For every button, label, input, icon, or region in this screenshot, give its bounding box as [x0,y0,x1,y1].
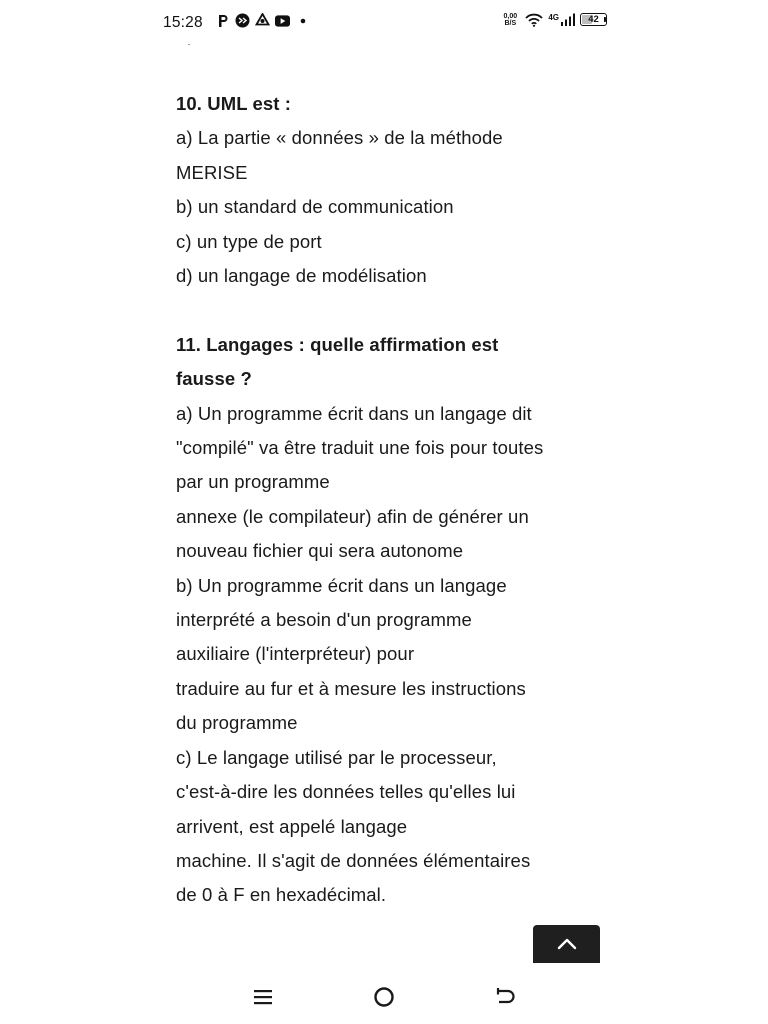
more-dot-icon [295,13,310,28]
blank-line [176,293,606,327]
battery-level: 42 [588,14,599,25]
menu-icon [253,988,273,1006]
separator-dot [188,44,190,45]
status-bar [146,0,622,46]
question-title-line: fausse ? [176,368,252,390]
text-line: par un programme [176,471,330,493]
text-line: b) un standard de communication [176,196,454,218]
text-line: nouveau fichier qui sera autonome [176,540,464,562]
text-line: arrivent, est appelé langage [176,815,408,837]
text-line: du programme [176,712,298,734]
text-line: d) un langage de modélisation [176,265,427,287]
recycle-app-icon [255,13,270,28]
phone-screen [146,0,622,1024]
battery-indicator [580,13,606,26]
recent-apps-button[interactable] [248,982,278,1012]
battery-icon [580,13,607,26]
cell-signal [548,13,575,27]
home-icon [373,986,395,1008]
chevron-up-icon [557,938,577,950]
circle-app-icon [235,13,250,28]
network-speed [500,13,520,27]
back-button[interactable] [490,982,520,1012]
text-line: a) Un programme écrit dans un langage dit [176,402,532,424]
notification-icons [215,13,310,28]
text-line: machine. Il s'agit de données élémentaires [176,849,531,871]
status-indicators [500,12,606,27]
navigation-bar [146,970,622,1024]
text-line: auxiliaire (l'interpréteur) pour [176,643,415,665]
text-line: c'est-à-dire les données telles qu'elles lui [176,781,516,803]
question-title-line: 11. Langages : quelle affirmation est [176,333,499,355]
network-speed-unit: B/S [504,19,517,27]
question-title-line: 10. UML est : [176,93,292,114]
text-line: MERISE [176,161,248,183]
scroll-to-top-button[interactable] [533,925,600,963]
network-speed-value: 0,00 [503,12,518,20]
text-line: de 0 à F en hexadécimal. [176,884,387,906]
text-line: c) un type de port [176,230,322,252]
text-line: a) La partie « données » de la méthode [176,127,503,149]
text-line: "compilé" va être traduit une fois pour toutes [176,437,544,459]
status-time: 15:28 [163,14,203,31]
p-icon [215,13,230,28]
back-icon [494,987,516,1007]
text-line: b) Un programme écrit dans un langage [176,574,507,596]
network-type: 4G [548,12,559,22]
text-line: traduire au fur et à mesure les instructions [176,677,526,699]
article-content [176,87,606,913]
signal-bars-icon [561,13,575,27]
text-line: interprété a besoin d'un programme [176,609,472,631]
wifi-icon [525,12,543,27]
home-button[interactable] [369,982,399,1012]
youtube-icon [275,13,290,28]
text-line: annexe (le compilateur) afin de générer un [176,505,529,527]
text-line: c) Le langage utilisé par le processeur, [176,746,497,768]
